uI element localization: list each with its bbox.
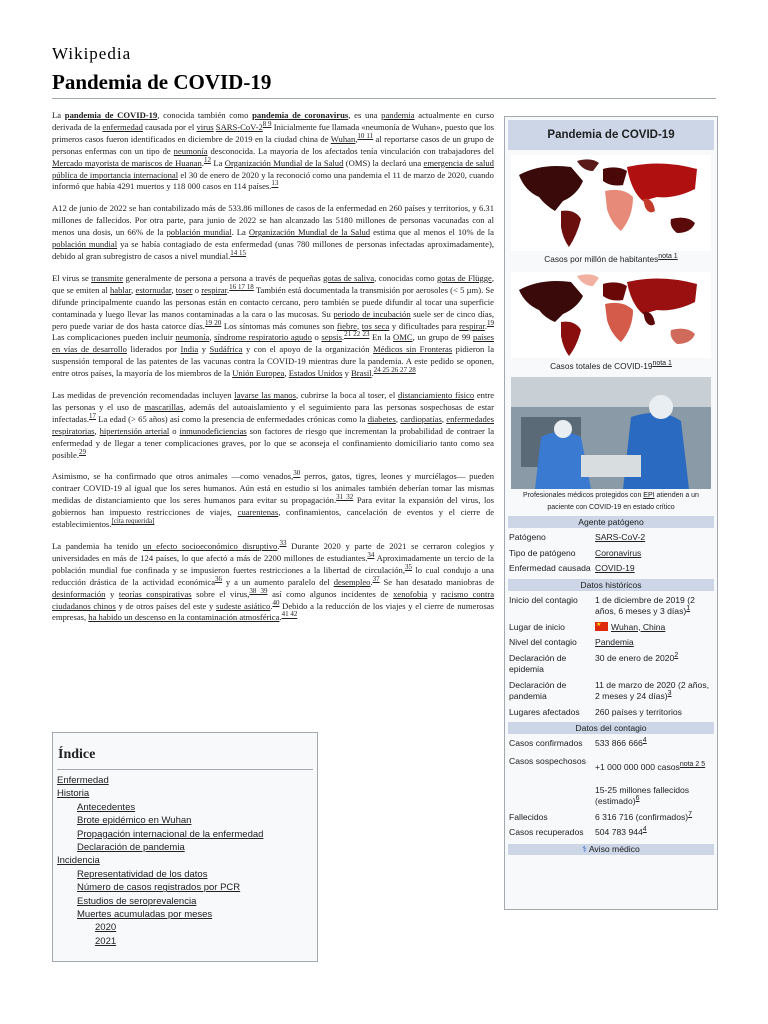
- reference-link[interactable]: 13: [271, 179, 279, 188]
- reference-link[interactable]: 10 11: [357, 131, 374, 140]
- reference-link[interactable]: 12: [203, 155, 211, 164]
- article-link[interactable]: Estados Unidos: [288, 368, 343, 379]
- map-europe: [603, 282, 627, 300]
- toc-item[interactable]: Historia: [57, 788, 90, 800]
- reference-link[interactable]: 37: [372, 574, 380, 583]
- infobox-title: Pandemia de COVID-19: [508, 120, 714, 150]
- footnote-link[interactable]: nota 2 5: [679, 760, 706, 768]
- article-link[interactable]: un efecto socioeconómico disruptivo: [142, 541, 278, 551]
- article-link[interactable]: hablar: [110, 284, 132, 295]
- article-link[interactable]: cuarentenas: [237, 507, 279, 518]
- article-link[interactable]: neumonía: [175, 332, 210, 343]
- footnote-link[interactable]: 4: [642, 737, 647, 745]
- article-link[interactable]: Sudáfrica: [209, 344, 243, 355]
- article-link[interactable]: estornudar: [135, 284, 172, 295]
- map2-caption: Casos totales de COVID-$19^{nota 1}$: [550, 360, 672, 371]
- map-total-cases[interactable]: [511, 272, 711, 358]
- toc-item[interactable]: 2020: [95, 922, 117, 934]
- section-contagion-header: Datos del contagio: [508, 722, 714, 734]
- row-label: Nivel del contagio: [509, 637, 577, 647]
- section-pathogen-header: Agente patógeno: [508, 516, 714, 528]
- reference-link[interactable]: 30: [293, 469, 301, 478]
- infobox-row: [505, 620, 717, 636]
- article-link[interactable]: OMC: [392, 332, 413, 343]
- reference-link[interactable]: 24 25 26 27 28: [373, 366, 416, 375]
- article-link[interactable]: ha habido un descenso en la contaminación atmosférica: [88, 612, 280, 623]
- article-link[interactable]: distanciamiento físico: [397, 390, 475, 401]
- row-label: Patógeno: [509, 532, 546, 542]
- reference-link[interactable]: 29: [78, 447, 86, 456]
- article-link[interactable]: fiebre: [336, 320, 357, 331]
- infobox-row: [505, 678, 717, 705]
- row-value: 30 de enero de 2020$^2$: [595, 651, 679, 663]
- row-label: Lugares afectados: [509, 706, 580, 717]
- footnote-link[interactable]: 1: [686, 605, 691, 613]
- article-link[interactable]: síndrome respiratorio agudo: [214, 332, 312, 343]
- article-link[interactable]: lavarse las manos: [234, 390, 296, 401]
- toc-item[interactable]: Número de casos registrados por PCR: [77, 882, 241, 894]
- row-recovered: [505, 825, 717, 841]
- article-link[interactable]: enfermedades respiratorias: [52, 413, 495, 436]
- map1-caption: Casos por millón de habitantes$^{nota 1}$: [544, 253, 678, 264]
- article-paragraph: El virus se transmite generalmente de persona a persona a través de pequeñas gotas de saliva, conocidas como gotas de Flügge, que se emiten al hablar, estornudar, toser o respirar.$^{16 17 18}$ También está documentada la transmisión por aerosoles (< 5 µm). Se difunde principalmente cuando las personas están en contacto cercano, pero también se puede difundir al tocar una superficie contaminada y luego llevar las manos contaminadas a la cara o las mucosas. Su periodo de incubación suele ser de cinco días, pero puede variar de dos hasta catorce días.$^{19 20}$ Los síntomas más comunes son fiebre, tos seca y dificultades para respirar.$^{19}$ Las complicaciones pueden incluir neumonía, síndrome respiratorio agudo o sepsis.$^{21 22 23}$ En la OMC, un grupo de 99 países en vías de desarrollo liderados por India y Sudáfrica y con el apoyo de la organización Médicos sin Fronteras pidieron la suspensión temporal de las patentes de las vacunas contra la COVID-19 mientras dure la pandemia. A este pedido se oponen, entre otros países, la mayoría de los miembros de la Unión Europea, Estados Unidos y Brasil.$^{24 25 26 27 28}$: [52, 272, 495, 379]
- article-link[interactable]: respirar: [201, 284, 228, 295]
- infobox-row: [505, 546, 717, 562]
- article-link[interactable]: toser: [175, 284, 193, 295]
- infobox-row: [505, 705, 717, 721]
- row-value: +1 000 000 000 casos$^{nota 2 5}$ 15-25 millones fallecidos (estimado)$^6$: [595, 760, 706, 806]
- article-link[interactable]: población mundial: [52, 239, 118, 250]
- article-link[interactable]: desinformación: [52, 588, 106, 599]
- infobox: [504, 116, 718, 910]
- reference-link[interactable]: 21 22 23: [344, 330, 370, 339]
- article-link[interactable]: hipertensión arterial: [99, 425, 170, 436]
- reference-link[interactable]: 14 15: [230, 249, 247, 258]
- medical-notice-link[interactable]: ⚕ Aviso médico: [508, 844, 714, 855]
- reference-link[interactable]: 19 20: [204, 318, 222, 327]
- article-link[interactable]: emergencia de salud pública de importancia internacional: [52, 157, 494, 180]
- page-title: Pandemia de COVID-19: [52, 70, 272, 94]
- toc-item[interactable]: Antecedentes: [77, 801, 136, 813]
- row-confirmed: [505, 736, 717, 752]
- infobox-row: [505, 530, 717, 546]
- article-link[interactable]: Brasil: [351, 368, 372, 379]
- photo-caption: Profesionales médicos protegidos con EPI atienden a un paciente con COVID-19 en estado crítico: [523, 492, 699, 511]
- row-value[interactable]: Coronavirus: [595, 547, 642, 558]
- row-value: 11 de marzo de 2020 (2 años, 2 meses y 24 días)$^3$: [595, 679, 710, 701]
- article-paragraph: Asimismo, se ha confirmado que otros animales —como venados,$^{30}$ perros, gatos, tigres, leones y murciélagos— pueden contraer COVID-19 al igual que los seres humanos. Aún está en estudio si los animales también deberían tomar las mismas medidas de distanciamiento que los seres humanos para evitar su propagación.$^{31 32}$ Para evitar la expansión del virus, los gobiernos han impuesto restricciones de viajes, cuarentenas, confinamientos, cancelación de eventos y el cierre de establecimientos.[cita requerida]: [52, 469, 495, 530]
- medical-staff-photo[interactable]: [511, 377, 711, 489]
- footnote-link[interactable]: nota 1: [652, 360, 672, 368]
- article-link[interactable]: India: [180, 344, 199, 355]
- article-link[interactable]: periodo de incubación: [333, 308, 411, 319]
- article-link[interactable]: neumonía: [173, 145, 208, 156]
- article-link[interactable]: Médicos sin Fronteras: [373, 344, 453, 355]
- toc-divider: [57, 769, 313, 770]
- article-link[interactable]: enfermedad: [102, 121, 143, 132]
- toc-title: Índice: [58, 747, 96, 762]
- article-link[interactable]: teorías conspirativas: [118, 588, 192, 599]
- article-link[interactable]: inmunodeficiencias: [179, 425, 247, 436]
- footnote-link[interactable]: 2: [674, 651, 679, 659]
- article-link[interactable]: racismo contra ciudadanos chinos: [52, 588, 495, 611]
- toc-item[interactable]: 2021: [95, 935, 117, 947]
- reference-link[interactable]: 31 32: [336, 493, 354, 502]
- footnote-link[interactable]: 7: [688, 810, 693, 818]
- article-link[interactable]: pandemia: [381, 110, 415, 120]
- article-link[interactable]: Unión Europea: [232, 368, 285, 379]
- toc-item[interactable]: Enfermedad: [57, 775, 109, 786]
- reference-link[interactable]: 40: [272, 598, 280, 607]
- article-link[interactable]: pandemia de COVID-19: [64, 110, 158, 120]
- article-paragraph: La pandemia ha tenido un efecto socioeconómico disruptivo.$^{33}$ Durante 2020 y parte de 2021 se cerraron colegios y universidades en más de 124 países, lo que afectó a más de 2200 millones de estudiantes.$^{34}$ Aproximadamente un tercio de la población mundial fue confinada y se impusieron fuertes restricciones a la libertad de circulación,$^{35}$ lo cual condujo a una reducción drástica de la actividad económica$^{36}$ y a un aumento paralelo del desempleo.$^{37}$ Se han desatado maniobras de desinformación y teorías conspirativas sobre el virus,$^{38 39}$ así como algunos incidentes de xenofobia y racismo contra ciudadanos chinos y de otros países del este y sudeste asiático.$^{40}$ Debido a la reducción de los viajes y el cierre de numerosas empresas, ha habido un descenso en la contaminación atmosférica.$^{41 42}$: [52, 539, 495, 623]
- row-label: Casos recuperados: [509, 827, 584, 837]
- footnote-link[interactable]: nota 1: [658, 253, 678, 261]
- row-label: Declaración de epidemia: [509, 652, 567, 674]
- toc-item[interactable]: Incidencia: [57, 855, 100, 867]
- row-value: ★ Wuhan, China: [596, 621, 666, 632]
- history-rows: [505, 593, 717, 721]
- article-link[interactable]: respirar: [459, 320, 485, 331]
- row-value: 260 países y territorios: [595, 706, 682, 717]
- row-label: Lugar de inicio: [509, 621, 565, 632]
- footnote-link[interactable]: 3: [667, 690, 672, 698]
- reference-link[interactable]: [cita requerida]: [111, 517, 155, 526]
- reference-link[interactable]: 16 17 18: [229, 282, 254, 291]
- row-value: 533 866 $666^4$: [595, 737, 647, 748]
- article-link[interactable]: población mundial: [166, 227, 232, 238]
- article-link[interactable]: virus: [196, 121, 214, 132]
- footnote-link[interactable]: 6: [635, 795, 640, 803]
- toc-item[interactable]: Estudios de seroprevalencia: [77, 895, 197, 907]
- article-link[interactable]: gotas de saliva: [323, 272, 375, 283]
- caduceus-icon: ⚕: [582, 843, 587, 854]
- row-value: 6 316 716 (confirmados)$^7$: [595, 810, 693, 822]
- row-value[interactable]: Pandemia: [595, 637, 634, 647]
- reference-link[interactable]: 33: [279, 539, 287, 548]
- article-link[interactable]: pandemia de coronavirus: [252, 110, 349, 120]
- reference-link[interactable]: 35: [404, 562, 412, 571]
- row-value[interactable]: COVID-19: [595, 563, 635, 573]
- reference-link[interactable]: 8 9: [262, 120, 272, 129]
- article-body: [52, 110, 494, 634]
- article-link[interactable]: países en vías de desarrollo: [52, 332, 495, 355]
- article-link[interactable]: diabetes: [367, 413, 396, 424]
- infobox-row: [505, 561, 717, 577]
- infobox-row: [505, 593, 717, 620]
- article-link[interactable]: cardiopatías: [400, 413, 442, 424]
- infobox-row: [505, 635, 717, 651]
- infobox-row: [505, 651, 717, 678]
- article-paragraph: A12 de junio de 2022 se han contabilizado más de 533.86 millones de casos de la enfermedad en 260 países y territorios, y 6.31 millones de fallecidos. Por otra parte, para junio de 2022 se han alcanzado las 5180 millones de personas vacunadas con al menos una dosis, un 66% de la población mundial. La Organización Mundial de la Salud estima que al menos el 10% de la población mundial ya se había contagiado de esta enfermedad (unas 780 millones de personas infectadas aproximadamente), debido al gran subregistro de casos a nivel mundial.$^{14 15}$: [52, 203, 495, 261]
- reference-link[interactable]: 36: [215, 574, 223, 583]
- row-value: 504 783 $944^4$: [595, 826, 647, 837]
- reference-link[interactable]: 19: [487, 318, 495, 327]
- table-of-contents: [52, 732, 318, 962]
- row-label: Casos sospechosos: [509, 755, 586, 766]
- row-value[interactable]: SARS-CoV-2: [595, 532, 646, 542]
- article-link[interactable]: Organización Mundial de la Salud: [224, 157, 344, 168]
- article-link[interactable]: Mercado mayorista de mariscos de Huanan: [52, 157, 202, 168]
- article-link[interactable]: xenofobia: [393, 588, 428, 599]
- article-link[interactable]: desempleo: [333, 576, 371, 587]
- row-label: Tipo de patógeno: [509, 547, 576, 558]
- reference-link[interactable]: 34: [367, 551, 375, 560]
- row-label: Fallecidos: [509, 811, 548, 822]
- map-europe: [603, 167, 627, 185]
- reference-link[interactable]: 38 39: [249, 586, 268, 595]
- row-value: 1 de diciembre de 2019 (2 años, 6 meses y 3 días)$^1$: [595, 594, 695, 616]
- china-flag-icon: ★: [595, 622, 608, 631]
- row-label: Enfermedad causada: [509, 563, 591, 573]
- toc-item[interactable]: Declaración de pandemia: [77, 842, 185, 854]
- article-link[interactable]: sepsis: [321, 332, 342, 343]
- article-link[interactable]: transmite: [91, 272, 124, 283]
- article-link[interactable]: gotas de Flügge: [436, 272, 492, 283]
- article-paragraph: La pandemia de COVID-19, conocida también como pandemia de coronavirus, es una pandemia actualmente en curso derivada de la enfermedad causada por el virus SARS-$CoV-2^{8 9}$ Inicialmente fue llamada «neumonía de Wuhan», puesto que los primeros casos fueron identificados en diciembre de 2019 en la ciudad china de Wuhan,$^{10 11}$ al reportarse casos de un grupo de personas enfermas con un tipo de neumonía desconocida. La mayoría de los afectados tenía vinculación con trabajadores del Mercado mayorista de mariscos de Huanan.$^{12}$ La Organización Mundial de la Salud (OMS) la declaró una emergencia de salud pública de importancia internacional el 30 de enero de 2020 y la reconoció como una pandemia el 11 de marzo de 2020, cuando informó que había 4291 muertos y 118 000 casos en 114 países.$^{13}$: [52, 110, 495, 192]
- map-cases-per-million[interactable]: [511, 155, 711, 251]
- toc-item[interactable]: Brote epidémico en Wuhan: [77, 815, 192, 827]
- article-link[interactable]: mascarillas: [144, 401, 184, 412]
- row-suspected: [505, 752, 717, 810]
- article-link[interactable]: tos seca: [361, 320, 390, 331]
- article-link[interactable]: sudeste asiático: [216, 600, 271, 611]
- row-label: Inicio del contagio: [509, 594, 578, 605]
- wikipedia-logo[interactable]: Wikipedia: [52, 44, 132, 63]
- row-label: Declaración de pandemia: [509, 679, 567, 701]
- reference-link[interactable]: 17: [88, 411, 96, 420]
- toc-item[interactable]: Propagación internacional de la enfermedad: [77, 828, 264, 840]
- toc-item[interactable]: Muertes acumuladas por meses: [77, 909, 213, 921]
- article-paragraph: Las medidas de prevención recomendadas incluyen lavarse las manos, cubrirse la boca al toser, el distanciamiento físico entre las personas y el uso de mascarillas, además del autoaislamiento y el seguimiento para las personas sospechosas de estar infectadas.$^{17}$ La edad (> 65 años) así como la presencia de enfermedades crónicas como la diabetes, cardiopatías, enfermedades respiratorias, hipertensión arterial o inmunodeficiencias son factores de riesgo que incrementan la probabilidad de contraer la enfermedad y de llegar a tener complicaciones graves, por lo que se aconseja el confinamiento domiciliario tanto como sea posible.$^{29}$: [52, 390, 495, 460]
- reference-link[interactable]: 41 42: [281, 610, 298, 619]
- toc-list: [53, 774, 317, 948]
- article-link[interactable]: Organización Mundial de la Salud: [248, 227, 371, 238]
- toc-item[interactable]: Representatividad de los datos: [77, 868, 208, 880]
- row-deaths: [505, 810, 717, 826]
- title-divider: [52, 98, 716, 99]
- footnote-link[interactable]: 4: [642, 826, 647, 834]
- ppe-link[interactable]: EPI: [643, 492, 655, 499]
- article-link[interactable]: SARS-CoV-2: [215, 121, 263, 132]
- pathogen-rows: [505, 530, 717, 577]
- article-link[interactable]: Wuhan: [330, 133, 356, 144]
- section-history-header: Datos históricos: [508, 579, 714, 591]
- row-label: Casos confirmados: [509, 738, 583, 748]
